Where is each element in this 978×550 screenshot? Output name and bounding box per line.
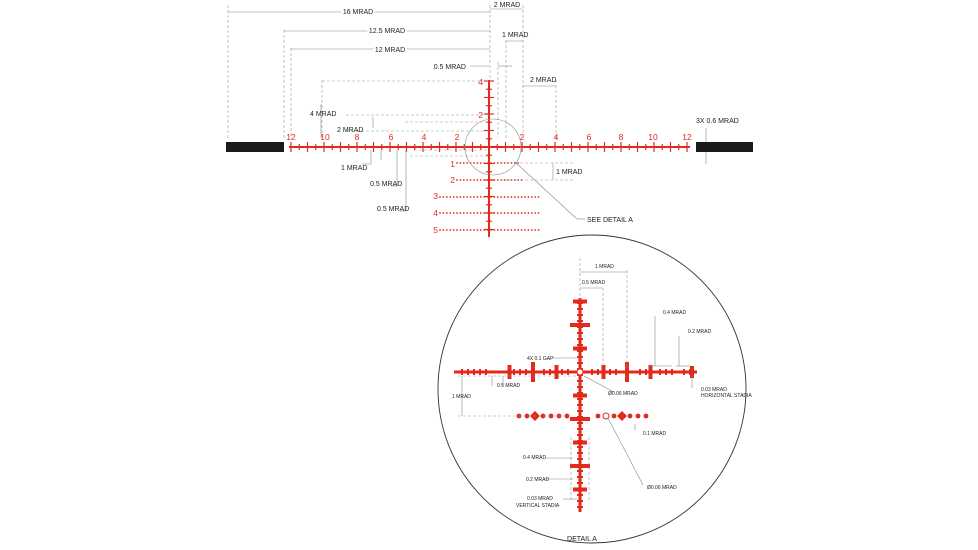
holdover-dot bbox=[494, 162, 496, 164]
holdover-dot bbox=[470, 196, 472, 198]
detail-dot bbox=[628, 414, 633, 419]
detail-dim-1-mrad: 1 MRAD bbox=[595, 264, 614, 270]
holdover-dot bbox=[504, 196, 506, 198]
detail-h-fine-tick bbox=[479, 369, 481, 375]
detail-dim-horizontal-stadia: HORIZONTAL STADIA bbox=[701, 393, 752, 399]
detail-h-fine-tick bbox=[543, 369, 545, 375]
v-label-up-2: 2 bbox=[478, 110, 483, 120]
holdover-dot bbox=[456, 162, 458, 164]
detail-v-fine-tick bbox=[577, 470, 583, 472]
detail-v-fine-tick bbox=[577, 488, 583, 490]
holdover-dot bbox=[528, 212, 530, 214]
detail-dim-0-03-mrad-h: 0.03 MRAD bbox=[701, 387, 727, 393]
dim-0-5-mrad-b: 0.5 MRAD bbox=[377, 206, 410, 213]
holdover-dot bbox=[511, 196, 513, 198]
detail-dim-0-2-mrad: 0.2 MRAD bbox=[688, 329, 712, 335]
dim-2-mrad-right: 2 MRAD bbox=[530, 77, 557, 84]
detail-h-hash bbox=[602, 365, 606, 379]
holdover-dot bbox=[538, 212, 540, 214]
holdover-dot bbox=[487, 179, 489, 181]
holdover-dot bbox=[490, 179, 492, 181]
detail-v-fine-tick bbox=[577, 506, 583, 508]
holdover-dot bbox=[490, 229, 492, 231]
detail-v-fine-tick bbox=[577, 392, 583, 394]
holdover-dot bbox=[480, 162, 482, 164]
dim-4-mrad-left: 4 MRAD bbox=[310, 111, 337, 118]
holdover-dot bbox=[483, 196, 485, 198]
holdover-dot bbox=[477, 162, 479, 164]
holdover-dot bbox=[470, 179, 472, 181]
holdover-dot bbox=[504, 212, 506, 214]
v-label-up-4: 4 bbox=[478, 77, 483, 87]
dim-1-mrad-top: 1 MRAD bbox=[502, 32, 529, 39]
holdover-dot bbox=[521, 196, 523, 198]
holdover-dot bbox=[497, 212, 499, 214]
detail-dim-4x-0-1-gap: 4X 0.1 GAP bbox=[527, 356, 554, 362]
holdover-dot bbox=[517, 229, 519, 231]
holdover-dot bbox=[511, 212, 513, 214]
holdover-dot bbox=[473, 229, 475, 231]
h-label-left-4: 4 bbox=[421, 132, 427, 142]
detail-dim-h-0-5-mrad: 0.5 MRAD bbox=[497, 383, 521, 389]
detail-h-fine-tick bbox=[485, 369, 487, 375]
detail-v-fine-tick bbox=[577, 386, 583, 388]
holdover-dot bbox=[504, 229, 506, 231]
detail-v-fine-tick bbox=[577, 308, 583, 310]
main-reticle bbox=[226, 77, 753, 237]
detail-v-fine-tick bbox=[577, 404, 583, 406]
holdover-dot bbox=[521, 229, 523, 231]
detail-v-fine-tick bbox=[577, 422, 583, 424]
holdover-dot bbox=[534, 229, 536, 231]
holdover-dot bbox=[538, 229, 540, 231]
detail-v-fine-tick bbox=[577, 314, 583, 316]
center-dot bbox=[577, 369, 583, 375]
detail-h-fine-tick bbox=[519, 369, 521, 375]
detail-dim-v-0-2-mrad: 0.2 MRAD bbox=[526, 477, 550, 483]
holdover-dot bbox=[517, 212, 519, 214]
detail-v-fine-tick bbox=[577, 446, 583, 448]
h-label-left-2: 2 bbox=[454, 132, 460, 142]
holdover-dot bbox=[439, 212, 441, 214]
holdover-dot bbox=[443, 196, 445, 198]
h-label-right-10: 10 bbox=[648, 132, 658, 142]
detail-dim-v-1-mrad: 1 MRAD bbox=[452, 394, 471, 400]
holdover-dot bbox=[483, 212, 485, 214]
detail-h-fine-tick bbox=[591, 369, 593, 375]
detail-h-fine-tick bbox=[615, 369, 617, 375]
v-label-down-5: 5 bbox=[433, 225, 438, 235]
dim-16-mrad: 16 MRAD bbox=[342, 9, 374, 16]
holdover-dot bbox=[497, 179, 499, 181]
h-label-right-2: 2 bbox=[519, 132, 525, 142]
detail-h-fine-tick bbox=[609, 369, 611, 375]
h-label-left-6: 6 bbox=[388, 132, 394, 142]
holdover-dot bbox=[443, 229, 445, 231]
detail-dim-dia-0-06-b: Ø0.06 MRAD bbox=[647, 485, 677, 491]
holdover-dot bbox=[473, 179, 475, 181]
detail-h-fine-tick bbox=[555, 369, 557, 375]
v-label-down-3: 3 bbox=[433, 191, 438, 201]
detail-v-fine-tick bbox=[577, 380, 583, 382]
detail-h-fine-tick bbox=[461, 369, 463, 375]
holdover-dot bbox=[507, 212, 509, 214]
holdover-dot bbox=[477, 212, 479, 214]
h-label-left-10: 10 bbox=[320, 132, 330, 142]
detail-h-fine-tick bbox=[567, 369, 569, 375]
detail-h-fine-tick bbox=[645, 369, 647, 375]
holdover-dot bbox=[534, 212, 536, 214]
holdover-dot bbox=[439, 196, 441, 198]
detail-v-fine-tick bbox=[577, 350, 583, 352]
holdover-dot bbox=[477, 229, 479, 231]
holdover-dot bbox=[463, 162, 465, 164]
holdover-dot bbox=[531, 229, 533, 231]
detail-h-hash bbox=[508, 365, 512, 379]
holdover-dot bbox=[507, 196, 509, 198]
holdover-dot bbox=[456, 196, 458, 198]
detail-v-fine-tick bbox=[577, 344, 583, 346]
holdover-dot bbox=[439, 229, 441, 231]
holdover-dot bbox=[524, 196, 526, 198]
holdover-dot bbox=[494, 229, 496, 231]
detail-v-fine-tick bbox=[577, 416, 583, 418]
holdover-dot bbox=[443, 212, 445, 214]
holdover-dot bbox=[449, 212, 451, 214]
h-label-right-4: 4 bbox=[553, 132, 559, 142]
detail-v-fine-tick bbox=[577, 338, 583, 340]
holdover-dot bbox=[463, 229, 465, 231]
holdover-dot bbox=[446, 229, 448, 231]
detail-dot bbox=[636, 414, 641, 419]
detail-dot bbox=[644, 414, 649, 419]
holdover-dot bbox=[483, 229, 485, 231]
detail-hash-marks bbox=[461, 300, 694, 509]
detail-dot bbox=[596, 414, 601, 419]
holdover-dot bbox=[473, 212, 475, 214]
holdover-dot bbox=[497, 196, 499, 198]
dim-0-5-mrad-a: 0.5 MRAD bbox=[370, 181, 403, 188]
holdover-dot bbox=[466, 179, 468, 181]
holdover-dot bbox=[473, 162, 475, 164]
detail-v-fine-tick bbox=[577, 476, 583, 478]
detail-dim-0-4-mrad: 0.4 MRAD bbox=[663, 310, 687, 316]
holdover-dot bbox=[470, 229, 472, 231]
detail-dim-dia-0-06-a: Ø0.06 MRAD bbox=[608, 391, 638, 397]
detail-diamond bbox=[617, 411, 627, 421]
holdover-dot bbox=[534, 196, 536, 198]
holdover-dot bbox=[466, 162, 468, 164]
holdover-dot bbox=[531, 212, 533, 214]
detail-h-fine-tick bbox=[525, 369, 527, 375]
detail-a-title: DETAIL A bbox=[567, 536, 597, 543]
detail-v-fine-tick bbox=[577, 410, 583, 412]
detail-dim-v-0-4-mrad: 0.4 MRAD bbox=[523, 455, 547, 461]
detail-v-fine-tick bbox=[577, 428, 583, 430]
holdover-dot bbox=[483, 162, 485, 164]
v-label-down-2: 2 bbox=[450, 175, 455, 185]
holdover-dot bbox=[511, 229, 513, 231]
detail-dim-0-03-mrad-v: 0.03 MRAD bbox=[527, 496, 553, 502]
see-detail-a-label: SEE DETAIL A bbox=[587, 217, 633, 224]
detail-h-fine-tick bbox=[549, 369, 551, 375]
detail-h-fine-tick bbox=[597, 369, 599, 375]
holdover-dot bbox=[456, 179, 458, 181]
detail-v-fine-tick bbox=[577, 494, 583, 496]
holdover-dot bbox=[446, 196, 448, 198]
holdover-dot bbox=[490, 162, 492, 164]
holdover-dot bbox=[453, 229, 455, 231]
holdover-dot bbox=[487, 229, 489, 231]
h-label-right-12: 12 bbox=[682, 132, 692, 142]
holdover-dot bbox=[449, 196, 451, 198]
holdover-dot bbox=[477, 179, 479, 181]
holdover-dot bbox=[507, 229, 509, 231]
holdover-dot bbox=[463, 196, 465, 198]
holdover-dot bbox=[497, 162, 499, 164]
detail-v-fine-tick bbox=[577, 398, 583, 400]
holdover-dot bbox=[487, 196, 489, 198]
holdover-dot bbox=[460, 229, 462, 231]
holdover-dot bbox=[524, 212, 526, 214]
holdover-dot bbox=[528, 229, 530, 231]
detail-v-fine-tick bbox=[577, 464, 583, 466]
dim-2-mrad-left: 2 MRAD bbox=[337, 127, 364, 134]
holdover-dot bbox=[453, 196, 455, 198]
left-post bbox=[226, 142, 284, 152]
detail-h-fine-tick bbox=[639, 369, 641, 375]
detail-h-fine-tick bbox=[659, 369, 661, 375]
main-dimension-lines bbox=[228, 2, 739, 213]
holdover-dot bbox=[538, 196, 540, 198]
detail-dim-vertical-stadia: VERTICAL STADIA bbox=[516, 503, 560, 509]
holdover-dot bbox=[528, 196, 530, 198]
detail-dot bbox=[612, 414, 617, 419]
holdover-dot bbox=[480, 212, 482, 214]
holdover-dot bbox=[460, 162, 462, 164]
detail-h-fine-tick bbox=[531, 369, 533, 375]
holdover-dot bbox=[500, 212, 502, 214]
holdover-dot bbox=[460, 212, 462, 214]
holdover-dot bbox=[500, 196, 502, 198]
detail-v-fine-tick bbox=[577, 482, 583, 484]
detail-v-fine-tick bbox=[577, 320, 583, 322]
holdover-dot bbox=[473, 196, 475, 198]
holdover-dot bbox=[490, 196, 492, 198]
detail-v-fine-tick bbox=[577, 434, 583, 436]
detail-v-fine-tick bbox=[577, 326, 583, 328]
holdover-dot bbox=[514, 229, 516, 231]
h-label-left-8: 8 bbox=[354, 132, 360, 142]
detail-dim-0-1-mrad: 0.1 MRAD bbox=[643, 431, 667, 437]
dim-3x-0-6-mrad: 3X 0.6 MRAD bbox=[696, 118, 739, 125]
detail-h-fine-tick bbox=[467, 369, 469, 375]
holdover-dot bbox=[497, 229, 499, 231]
h-label-left-12: 12 bbox=[286, 132, 296, 142]
h-label-right-6: 6 bbox=[586, 132, 592, 142]
holdover-dot bbox=[521, 212, 523, 214]
detail-v-fine-tick bbox=[577, 500, 583, 502]
dim-1-mrad-left: 1 MRAD bbox=[341, 165, 368, 172]
dim-12-5-mrad: 12.5 MRAD bbox=[368, 28, 406, 35]
holdover-dot bbox=[517, 196, 519, 198]
detail-v-fine-tick bbox=[577, 362, 583, 364]
v-label-down-4: 4 bbox=[433, 208, 438, 218]
detail-h-fine-tick bbox=[473, 369, 475, 375]
holdover-dot bbox=[524, 229, 526, 231]
holdover-dot bbox=[477, 196, 479, 198]
holdover-dot bbox=[463, 212, 465, 214]
holdover-dot bbox=[456, 212, 458, 214]
detail-h-fine-tick bbox=[561, 369, 563, 375]
holdover-dot bbox=[480, 179, 482, 181]
detail-h-fine-tick bbox=[513, 369, 515, 375]
detail-v-hash bbox=[573, 347, 587, 351]
holdover-dot bbox=[460, 196, 462, 198]
holdover-dot bbox=[466, 212, 468, 214]
holdover-dot bbox=[480, 196, 482, 198]
detail-dim-0-5-mrad: 0.5 MRAD bbox=[582, 280, 606, 286]
holdover-dot bbox=[487, 212, 489, 214]
holdover-dot bbox=[470, 212, 472, 214]
holdover-dot bbox=[490, 212, 492, 214]
holdover-dot bbox=[514, 212, 516, 214]
dim-0-5-mrad-top: 0.5 MRAD bbox=[433, 64, 466, 71]
detail-h-fine-tick bbox=[683, 369, 685, 375]
holdover-dot bbox=[480, 229, 482, 231]
detail-h-hash bbox=[649, 365, 653, 379]
detail-v-fine-tick bbox=[577, 458, 583, 460]
holdover-dot bbox=[494, 196, 496, 198]
holdover-dot bbox=[494, 179, 496, 181]
detail-a bbox=[438, 235, 752, 543]
dim-2-mrad-top: 2 MRAD bbox=[493, 2, 521, 9]
holdover-dot bbox=[460, 179, 462, 181]
detail-v-fine-tick bbox=[577, 332, 583, 334]
holdover-dot bbox=[494, 212, 496, 214]
holdover-dot bbox=[487, 162, 489, 164]
right-post bbox=[696, 142, 753, 152]
detail-v-hash bbox=[573, 394, 587, 398]
dim-1-mrad-right: 1 MRAD bbox=[556, 169, 583, 176]
holdover-dot bbox=[463, 179, 465, 181]
h-label-right-8: 8 bbox=[618, 132, 624, 142]
holdover-dot bbox=[456, 229, 458, 231]
holdover-dot bbox=[466, 196, 468, 198]
holdover-dot bbox=[531, 196, 533, 198]
holdover-dot bbox=[446, 212, 448, 214]
holdover-dot bbox=[449, 229, 451, 231]
v-label-down-1: 1 bbox=[450, 159, 455, 169]
holdover-dot bbox=[514, 196, 516, 198]
detail-v-fine-tick bbox=[577, 440, 583, 442]
holdover-dot bbox=[466, 229, 468, 231]
holdover-dot bbox=[500, 229, 502, 231]
detail-h-fine-tick bbox=[671, 369, 673, 375]
holdover-dot bbox=[453, 212, 455, 214]
holdover-dot bbox=[483, 179, 485, 181]
detail-v-fine-tick bbox=[577, 302, 583, 304]
dim-12-mrad: 12 MRAD bbox=[374, 47, 406, 54]
detail-h-fine-tick bbox=[665, 369, 667, 375]
detail-v-fine-tick bbox=[577, 452, 583, 454]
